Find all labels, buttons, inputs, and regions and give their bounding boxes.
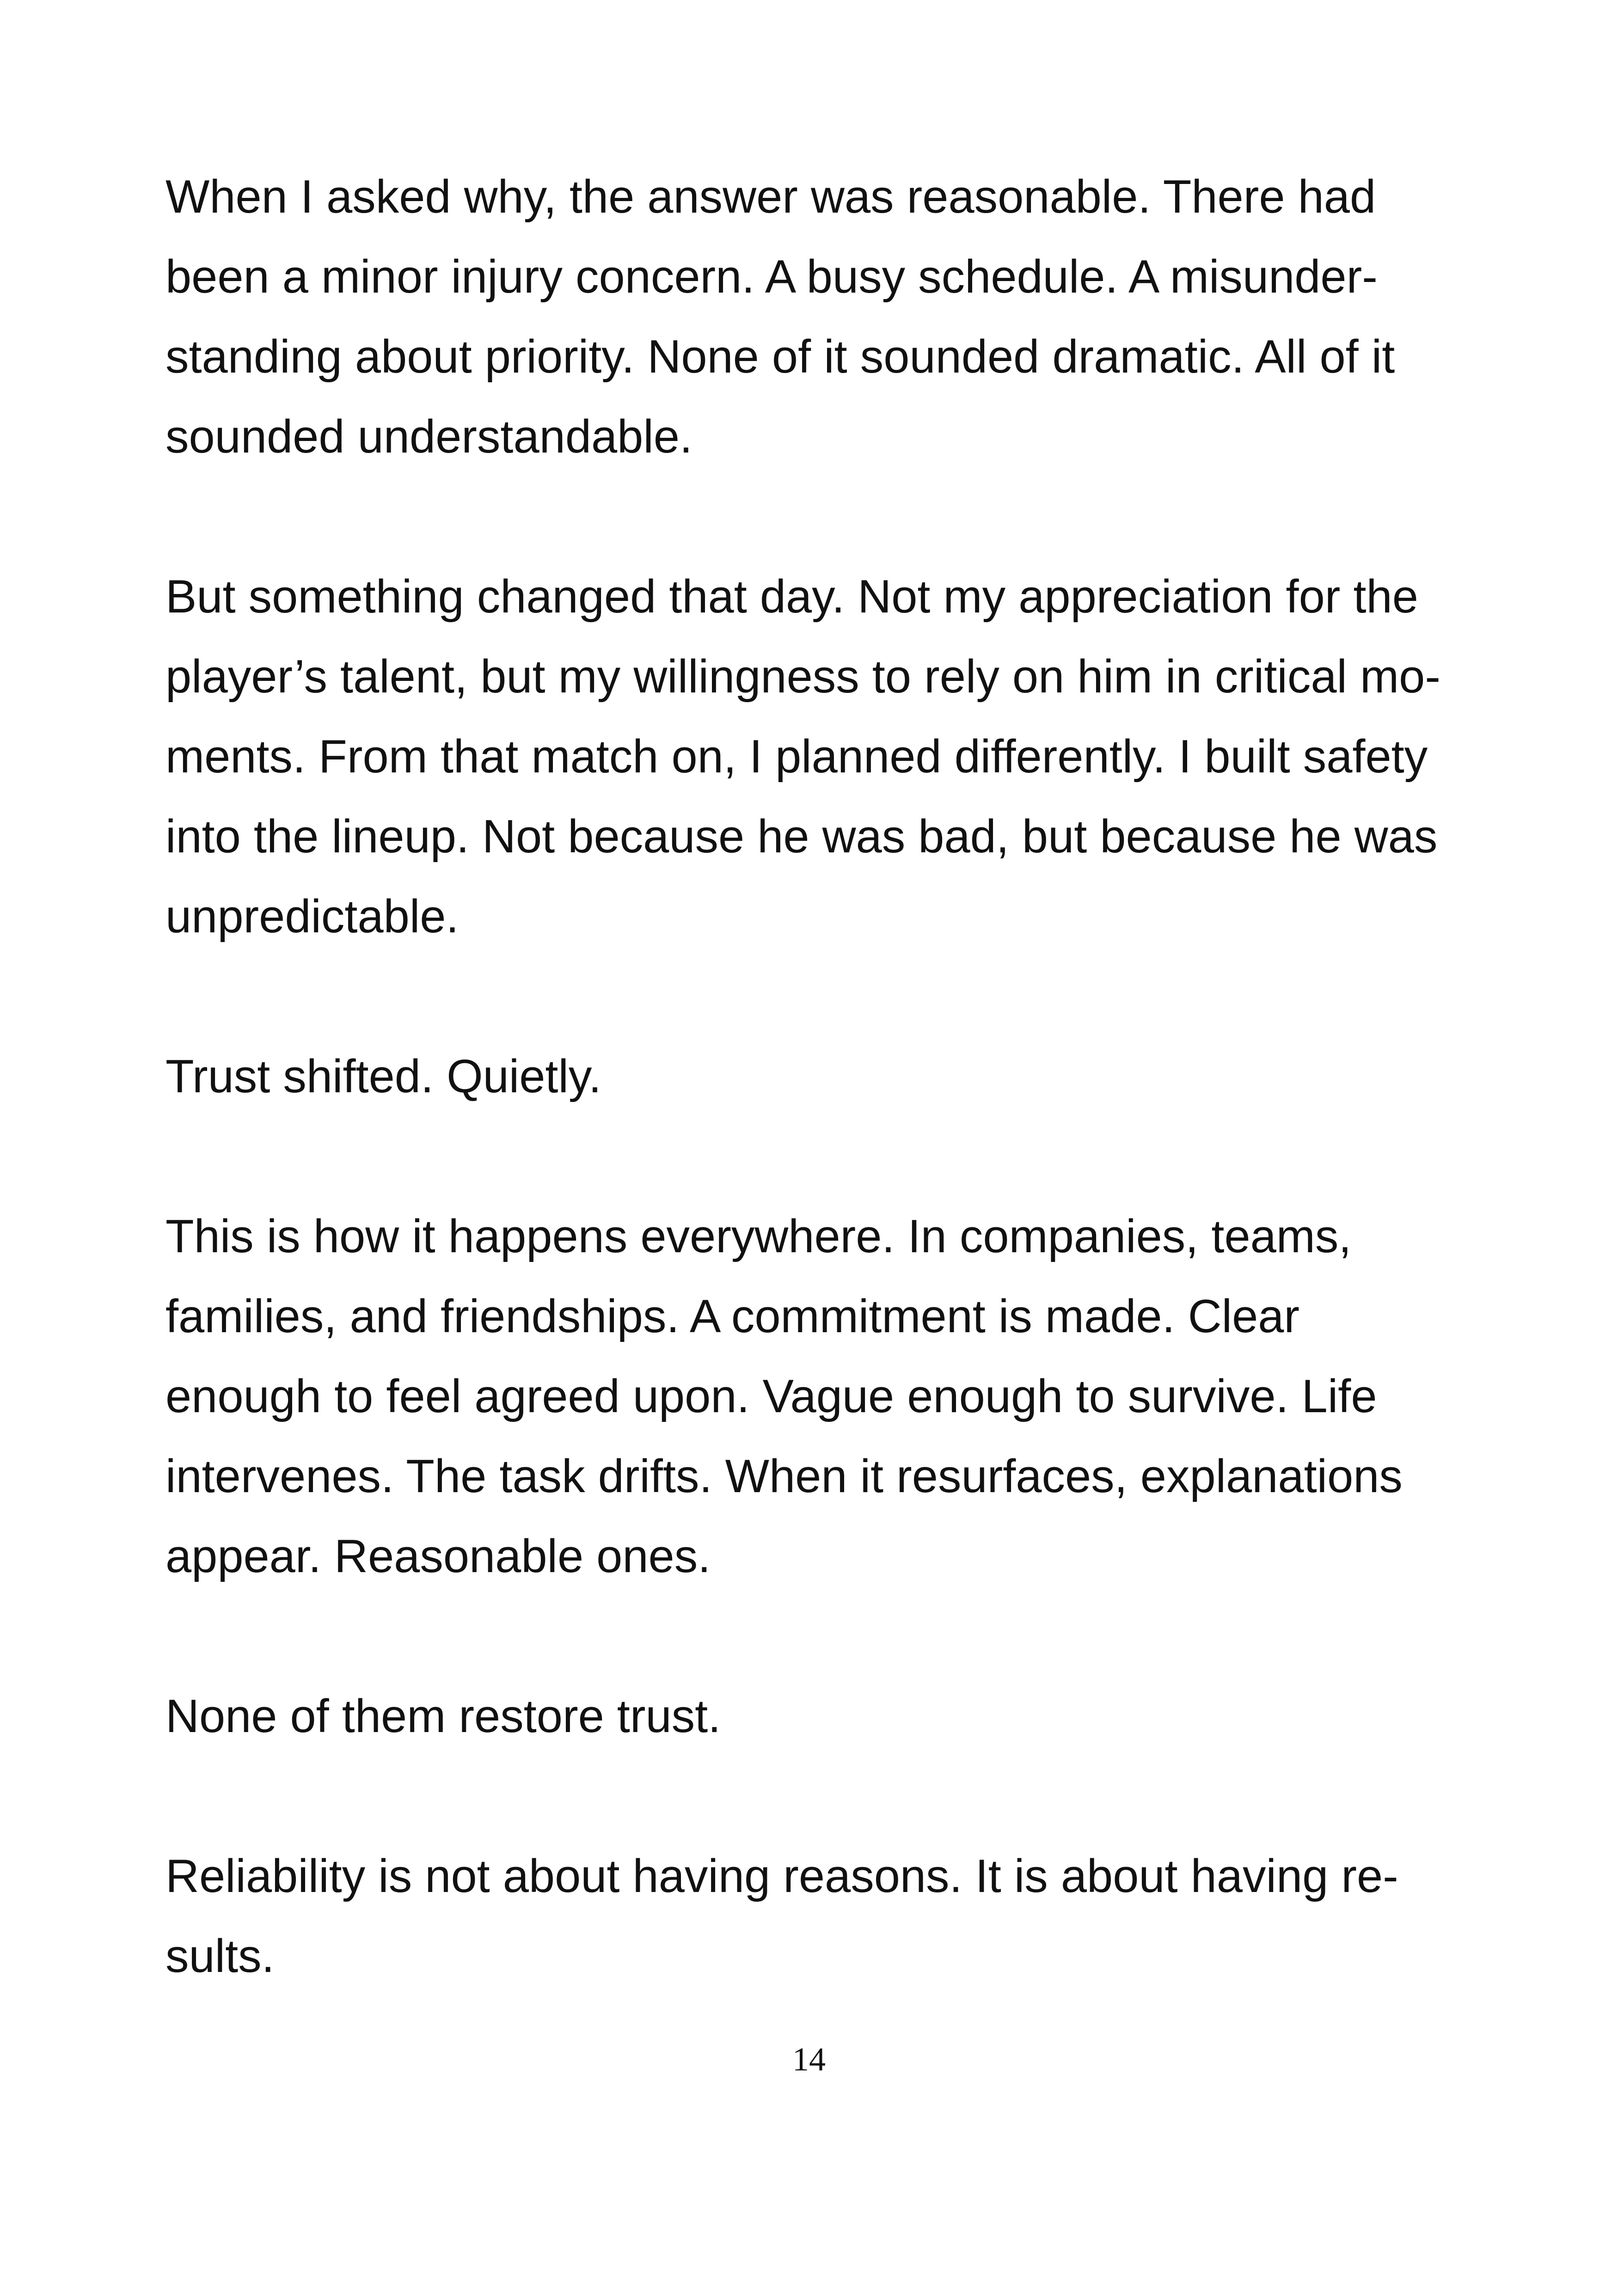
paragraph-2 — [165, 557, 1497, 957]
text-line: ments. From that match on, I planned differently. I built safety — [165, 731, 1428, 783]
paragraph-5 — [165, 1677, 1497, 1757]
body-text — [165, 157, 1497, 2076]
text-line: intervenes. The task drifts. When it resurfaces, explanations — [165, 1451, 1403, 1502]
text-line: But something changed that day. Not my appreciation for the — [165, 571, 1418, 623]
text-line: This is how it happens everywhere. In companies, teams, — [165, 1211, 1352, 1262]
paragraph-1 — [165, 157, 1497, 477]
text-line: Reliability is not about having reasons. It is about having re- — [165, 1850, 1398, 1902]
text-line: Trust shifted. Quietly. — [165, 1051, 601, 1102]
text-line: been a minor injury concern. A busy schedule. A misunder- — [165, 251, 1378, 303]
paragraph-6 — [165, 1837, 1497, 1996]
text-line: enough to feel agreed upon. Vague enough to survive. Life — [165, 1371, 1377, 1422]
text-line: sults. — [165, 1930, 275, 1982]
text-line: player’s talent, but my willingness to rely on him in critical mo- — [165, 651, 1440, 703]
paragraph-4 — [165, 1197, 1497, 1597]
text-line: unpredictable. — [165, 891, 459, 943]
text-line: None of them restore trust. — [165, 1690, 721, 1742]
text-line: When I asked why, the answer was reasonable. There had — [165, 171, 1376, 223]
page-number: 14 — [792, 2041, 826, 2078]
text-line: sounded understandable. — [165, 411, 693, 463]
text-line: into the lineup. Not because he was bad, but because he was — [165, 811, 1438, 863]
text-line: standing about priority. None of it sounded dramatic. All of it — [165, 331, 1395, 383]
paragraph-3 — [165, 1037, 1497, 1117]
text-line: appear. Reasonable ones. — [165, 1531, 711, 1582]
text-line: families, and friendships. A commitment is made. Clear — [165, 1291, 1300, 1342]
